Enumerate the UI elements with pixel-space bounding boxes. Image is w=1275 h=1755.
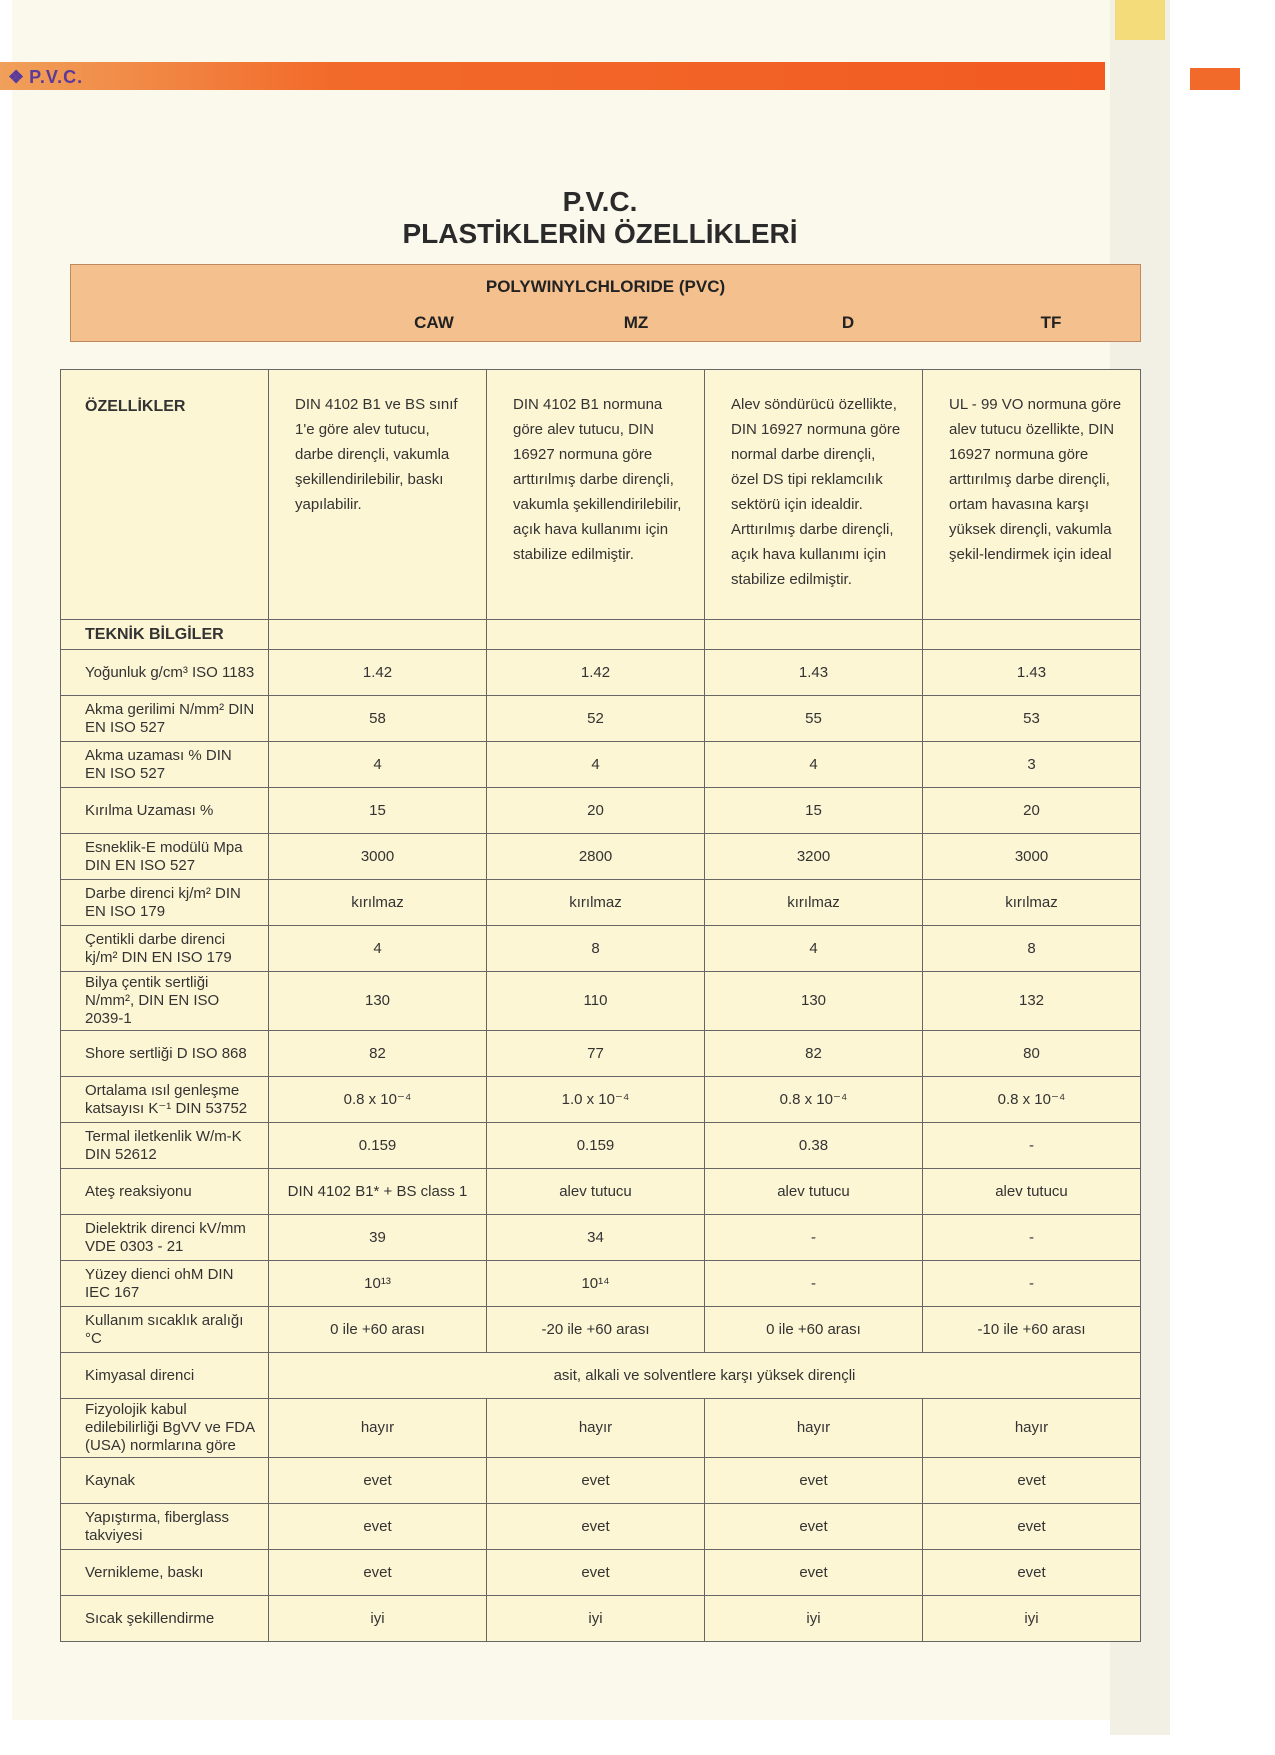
- table-row: [61, 696, 1141, 742]
- cell-caw: 4: [269, 926, 487, 972]
- cell-d: 0 ile +60 arası: [705, 1307, 923, 1353]
- cell-caw: 4: [269, 742, 487, 788]
- cell-mz: evet: [487, 1504, 705, 1550]
- row-label: Akma gerilimi N/mm² DIN EN ISO 527: [61, 696, 269, 742]
- description-d: Alev söndürücü özellikte, DIN 16927 normuna göre normal darbe dirençli, özel DS tipi reklamcılık sektörü için idealdir. Arttırılmış darbe dirençli, açık hava kullanımı için stabilize edilmiştir.: [705, 370, 923, 620]
- cell-mz: 77: [487, 1031, 705, 1077]
- technical-label: TEKNİK BİLGİLER: [61, 620, 269, 650]
- top-accent-bar: [0, 62, 1105, 90]
- cell-d: evet: [705, 1458, 923, 1504]
- row-label: Ortalama ısıl genleşme katsayısı K⁻¹ DIN 53752: [61, 1077, 269, 1123]
- cell-mz: 4: [487, 742, 705, 788]
- table-row: [61, 1215, 1141, 1261]
- table-row: [61, 1550, 1141, 1596]
- cell-d: 4: [705, 742, 923, 788]
- table-row: [61, 1261, 1141, 1307]
- cell-d: 0.38: [705, 1123, 923, 1169]
- row-label: Kimyasal direnci: [61, 1353, 269, 1399]
- cell-tf: iyi: [923, 1596, 1141, 1642]
- spec-table: [60, 369, 1141, 1642]
- table-row: [61, 742, 1141, 788]
- cell-mz: hayır: [487, 1399, 705, 1458]
- cell-tf: -10 ile +60 arası: [923, 1307, 1141, 1353]
- cell-d: 1.43: [705, 650, 923, 696]
- row-label: Kaynak: [61, 1458, 269, 1504]
- cell-d: -: [705, 1261, 923, 1307]
- page-title-line1: P.V.C.: [562, 186, 638, 217]
- cell-d: evet: [705, 1504, 923, 1550]
- section-brand: [8, 66, 83, 88]
- top-accent-bar-right: [1190, 68, 1240, 90]
- table-row: [61, 1596, 1141, 1642]
- row-label: Kullanım sıcaklık aralığı °C: [61, 1307, 269, 1353]
- table-row: [61, 880, 1141, 926]
- cell-caw: 10¹³: [269, 1261, 487, 1307]
- page-tab-marker: [1115, 0, 1165, 40]
- description-tf: UL - 99 VO normuna göre alev tutucu özellikte, DIN 16927 normuna göre arttırılmış darbe dirençli, ortam havasına karşı yüksek dirençli, vakumla şekil-lendirmek için ideal: [923, 370, 1141, 620]
- cell-tf: evet: [923, 1504, 1141, 1550]
- cell-tf: evet: [923, 1550, 1141, 1596]
- cell-tf: hayır: [923, 1399, 1141, 1458]
- table-row: [61, 1123, 1141, 1169]
- cell-mz: 1.0 x 10⁻⁴: [487, 1077, 705, 1123]
- table-row: [61, 1399, 1141, 1458]
- cell-mz: evet: [487, 1458, 705, 1504]
- properties-row: [61, 370, 1141, 620]
- table-row: [61, 1077, 1141, 1123]
- cell-tf: -: [923, 1123, 1141, 1169]
- brand-label: P.V.C.: [29, 67, 84, 87]
- cell-tf: evet: [923, 1458, 1141, 1504]
- diamond-icon: ❖: [8, 67, 26, 87]
- row-label: Ateş reaksiyonu: [61, 1169, 269, 1215]
- cell-caw: evet: [269, 1458, 487, 1504]
- row-label: Kırılma Uzaması %: [61, 788, 269, 834]
- cell-tf: 0.8 x 10⁻⁴: [923, 1077, 1141, 1123]
- cell-caw: 130: [269, 972, 487, 1031]
- cell-tf: 20: [923, 788, 1141, 834]
- cell-caw: 58: [269, 696, 487, 742]
- cell-caw: kırılmaz: [269, 880, 487, 926]
- cell-tf: 132: [923, 972, 1141, 1031]
- cell-d: 4: [705, 926, 923, 972]
- cell-tf: alev tutucu: [923, 1169, 1141, 1215]
- cell-d: 130: [705, 972, 923, 1031]
- cell-mz: alev tutucu: [487, 1169, 705, 1215]
- row-label: Termal iletkenlik W/m-K DIN 52612: [61, 1123, 269, 1169]
- row-label: Akma uzaması % DIN EN ISO 527: [61, 742, 269, 788]
- cell-d: 55: [705, 696, 923, 742]
- cell-caw: 0 ile +60 arası: [269, 1307, 487, 1353]
- description-caw: DIN 4102 B1 ve BS sınıf 1'e göre alev tutucu, darbe dirençli, vakumla şekillendirilebilir, baskı yapılabilir.: [269, 370, 487, 620]
- cell-d: 0.8 x 10⁻⁴: [705, 1077, 923, 1123]
- table-row: [61, 972, 1141, 1031]
- cell-mz: iyi: [487, 1596, 705, 1642]
- row-label: Bilya çentik sertliği N/mm², DIN EN ISO 2039-1: [61, 972, 269, 1031]
- cell-caw: evet: [269, 1504, 487, 1550]
- cell-mz: 20: [487, 788, 705, 834]
- cell-mz: kırılmaz: [487, 880, 705, 926]
- row-label: Yapıştırma, fiberglass takviyesi: [61, 1504, 269, 1550]
- material-header-band: [70, 264, 1141, 342]
- cell-d: 3200: [705, 834, 923, 880]
- table-row: [61, 1458, 1141, 1504]
- row-label: Dielektrik direnci kV/mm VDE 0303 - 21: [61, 1215, 269, 1261]
- table-row: [61, 650, 1141, 696]
- cell-d: kırılmaz: [705, 880, 923, 926]
- cell-caw: iyi: [269, 1596, 487, 1642]
- cell-mz: 0.159: [487, 1123, 705, 1169]
- description-mz: DIN 4102 B1 normuna göre alev tutucu, DIN 16927 normuna göre arttırılmış darbe dirençli, vakumla şekillendirilebilir, açık hava kullanımı için stabilize edilmiştir.: [487, 370, 705, 620]
- cell-caw: 1.42: [269, 650, 487, 696]
- cell-tf: 3000: [923, 834, 1141, 880]
- chemical-value: asit, alkali ve solventlere karşı yüksek dirençli: [269, 1353, 1141, 1399]
- material-name: POLYWINYLCHLORIDE (PVC): [485, 277, 726, 296]
- column-mz: MZ: [623, 313, 649, 332]
- row-label: Yoğunluk g/cm³ ISO 1183: [61, 650, 269, 696]
- cell-d: -: [705, 1215, 923, 1261]
- column-caw: CAW: [414, 313, 454, 332]
- cell-d: iyi: [705, 1596, 923, 1642]
- row-label: Yüzey dienci ohM DIN IEC 167: [61, 1261, 269, 1307]
- cell-tf: 80: [923, 1031, 1141, 1077]
- cell-d: 82: [705, 1031, 923, 1077]
- cell-caw: DIN 4102 B1* + BS class 1: [269, 1169, 487, 1215]
- row-label: Esneklik-E modülü Mpa DIN EN ISO 527: [61, 834, 269, 880]
- cell-caw: 39: [269, 1215, 487, 1261]
- table-row: [61, 1504, 1141, 1550]
- cell-tf: 53: [923, 696, 1141, 742]
- cell-tf: -: [923, 1261, 1141, 1307]
- cell-d: hayır: [705, 1399, 923, 1458]
- table-row: [61, 834, 1141, 880]
- cell-mz: 8: [487, 926, 705, 972]
- chemical-row: [61, 1353, 1141, 1399]
- cell-tf: 3: [923, 742, 1141, 788]
- table-row: [61, 1169, 1141, 1215]
- cell-mz: 2800: [487, 834, 705, 880]
- cell-mz: 1.42: [487, 650, 705, 696]
- cell-caw: 3000: [269, 834, 487, 880]
- cell-d: 15: [705, 788, 923, 834]
- table-row: [61, 788, 1141, 834]
- cell-mz: evet: [487, 1550, 705, 1596]
- cell-caw: evet: [269, 1550, 487, 1596]
- cell-d: evet: [705, 1550, 923, 1596]
- cell-tf: -: [923, 1215, 1141, 1261]
- table-row: [61, 926, 1141, 972]
- cell-caw: 0.8 x 10⁻⁴: [269, 1077, 487, 1123]
- cell-mz: 10¹⁴: [487, 1261, 705, 1307]
- table-row: [61, 1031, 1141, 1077]
- cell-tf: 1.43: [923, 650, 1141, 696]
- cell-caw: hayır: [269, 1399, 487, 1458]
- cell-mz: 110: [487, 972, 705, 1031]
- cell-tf: 8: [923, 926, 1141, 972]
- column-d: D: [841, 313, 855, 332]
- properties-label: ÖZELLİKLER: [61, 370, 269, 620]
- row-label: Darbe direnci kj/m² DIN EN ISO 179: [61, 880, 269, 926]
- cell-caw: 15: [269, 788, 487, 834]
- cell-mz: 34: [487, 1215, 705, 1261]
- cell-mz: 52: [487, 696, 705, 742]
- cell-caw: 82: [269, 1031, 487, 1077]
- row-label: Shore sertliği D ISO 868: [61, 1031, 269, 1077]
- page-title-line2: PLASTİKLERİN ÖZELLİKLERİ: [402, 218, 798, 249]
- row-label: Fizyolojik kabul edilebilirliği BgVV ve FDA (USA) normlarına göre: [61, 1399, 269, 1458]
- cell-tf: kırılmaz: [923, 880, 1141, 926]
- table-row: [61, 1307, 1141, 1353]
- cell-caw: 0.159: [269, 1123, 487, 1169]
- cell-mz: -20 ile +60 arası: [487, 1307, 705, 1353]
- row-label: Çentikli darbe direnci kj/m² DIN EN ISO 179: [61, 926, 269, 972]
- cell-d: alev tutucu: [705, 1169, 923, 1215]
- row-label: Sıcak şekillendirme: [61, 1596, 269, 1642]
- row-label: Vernikleme, baskı: [61, 1550, 269, 1596]
- column-tf: TF: [1040, 313, 1062, 332]
- technical-header-row: [61, 620, 1141, 650]
